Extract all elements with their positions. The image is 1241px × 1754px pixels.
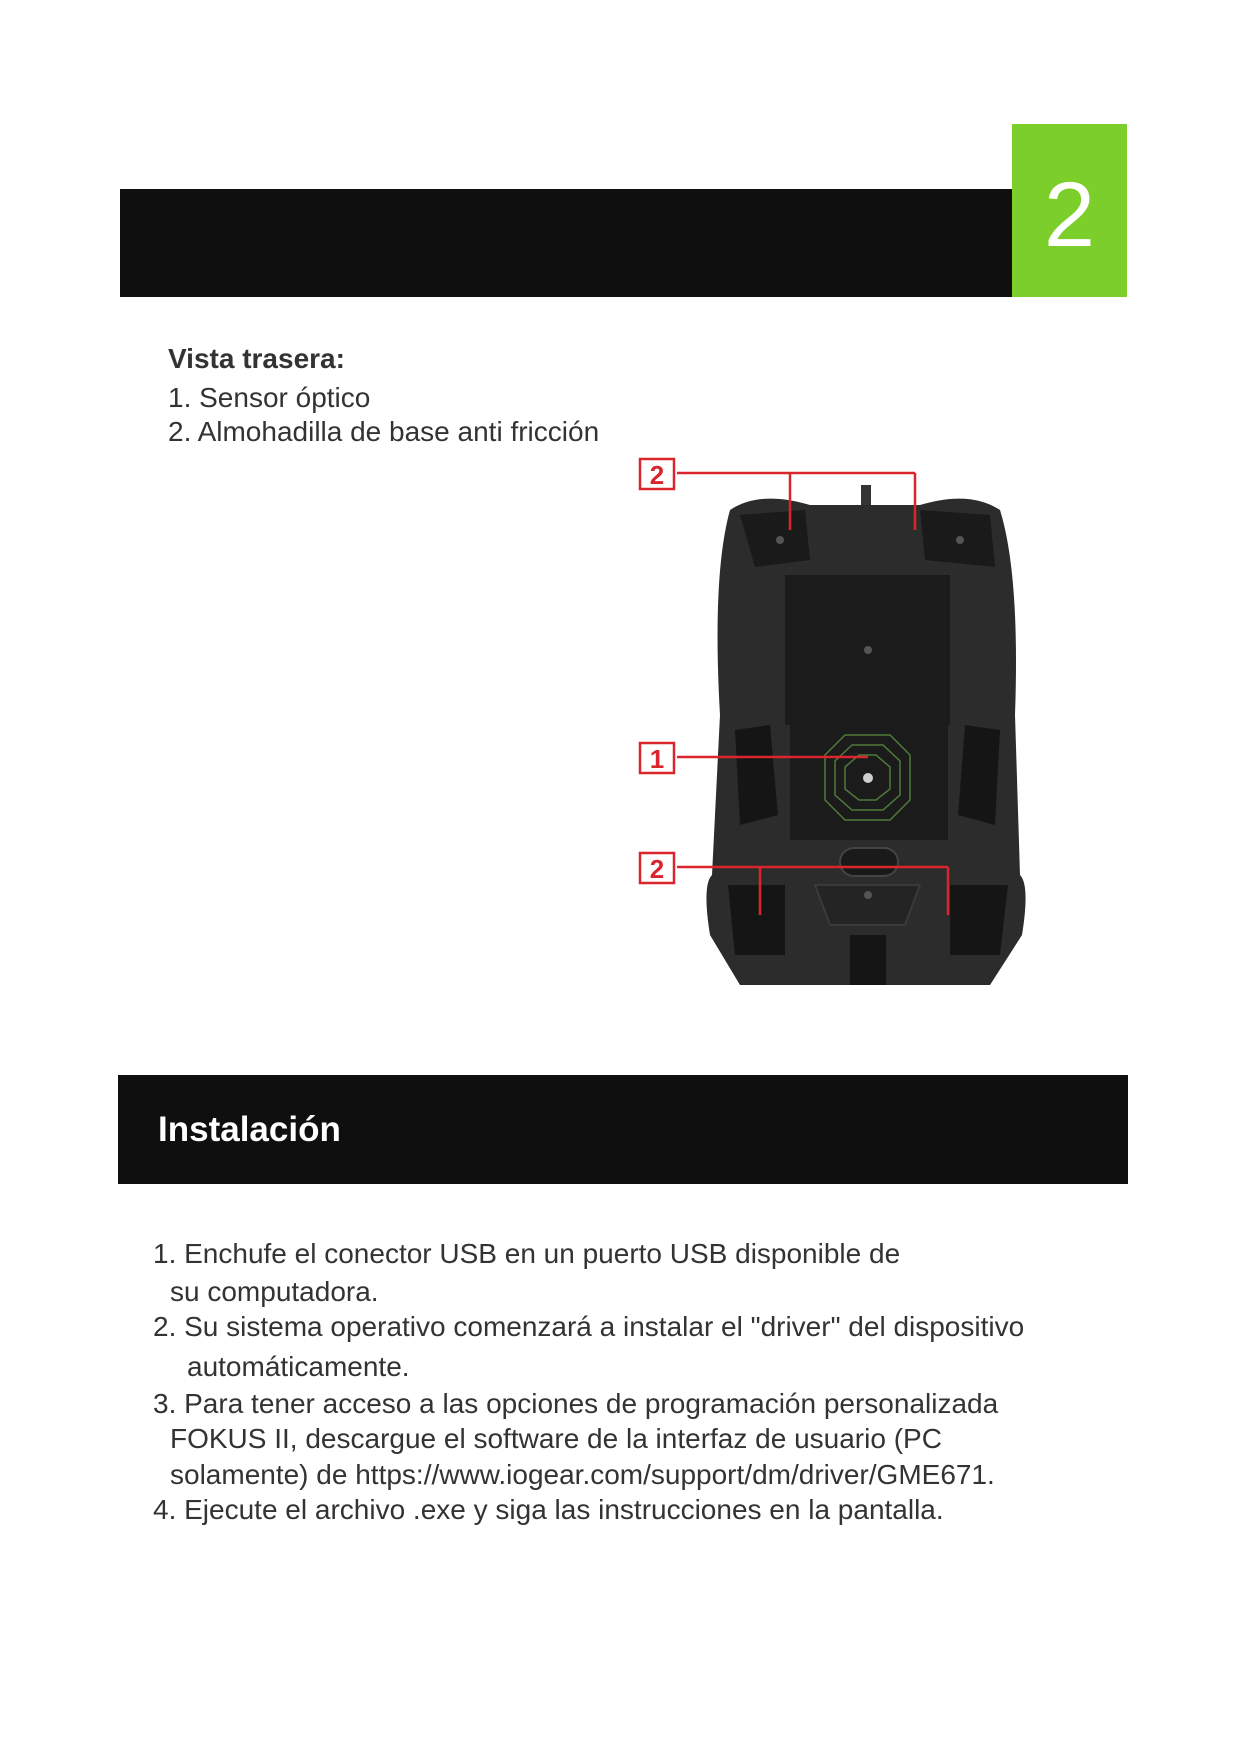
screw-top-left — [776, 536, 784, 544]
callout-label-top: 2 — [649, 460, 665, 490]
install-step-1-line-2: su computadora. — [170, 1276, 379, 1307]
callout-label-sensor: 1 — [649, 744, 665, 774]
install-step-2-line-1: 2. Su sistema operativo comenzará a instalar el "driver" del dispositivo — [153, 1311, 1025, 1342]
rear-view-item-sensor: 1. Sensor óptico — [168, 382, 371, 413]
install-step-3-line-1: 3. Para tener acceso a las opciones de programación personalizada — [153, 1388, 999, 1419]
lower-panel — [815, 885, 920, 925]
install-step-4-line-1: 4. Ejecute el archivo .exe y siga las instrucciones en la pantalla. — [153, 1494, 944, 1525]
installation-title: Instalación — [158, 1110, 341, 1149]
rear-view-item-pad: 2. Almohadilla de base anti fricción — [168, 416, 600, 447]
header-bar — [120, 189, 1012, 297]
bottom-switch — [840, 848, 898, 876]
install-step-3-line-3: solamente) de https://www.iogear.com/support/dm/driver/GME671. — [170, 1459, 995, 1490]
page-number-badge: 2 — [1012, 124, 1127, 297]
pad-bottom-left — [728, 885, 785, 955]
screw-bottom — [864, 891, 872, 899]
rear-slot — [850, 935, 886, 985]
pad-bottom-right — [950, 885, 1008, 955]
install-step-1-line-1: 1. Enchufe el conector USB en un puerto USB disponible de — [153, 1238, 901, 1269]
rear-view-title: Vista trasera: — [168, 343, 345, 374]
mouse-bottom-diagram — [620, 455, 1040, 1010]
install-step-2-line-2: automáticamente. — [187, 1351, 410, 1382]
screw-center — [864, 646, 872, 654]
install-step-3-line-2: FOKUS II, descargue el software de la interfaz de usuario (PC — [170, 1423, 942, 1454]
pad-side-right — [958, 725, 1000, 825]
callout-label-bottom: 2 — [649, 854, 665, 884]
screw-top-right — [956, 536, 964, 544]
optical-sensor — [863, 773, 873, 783]
